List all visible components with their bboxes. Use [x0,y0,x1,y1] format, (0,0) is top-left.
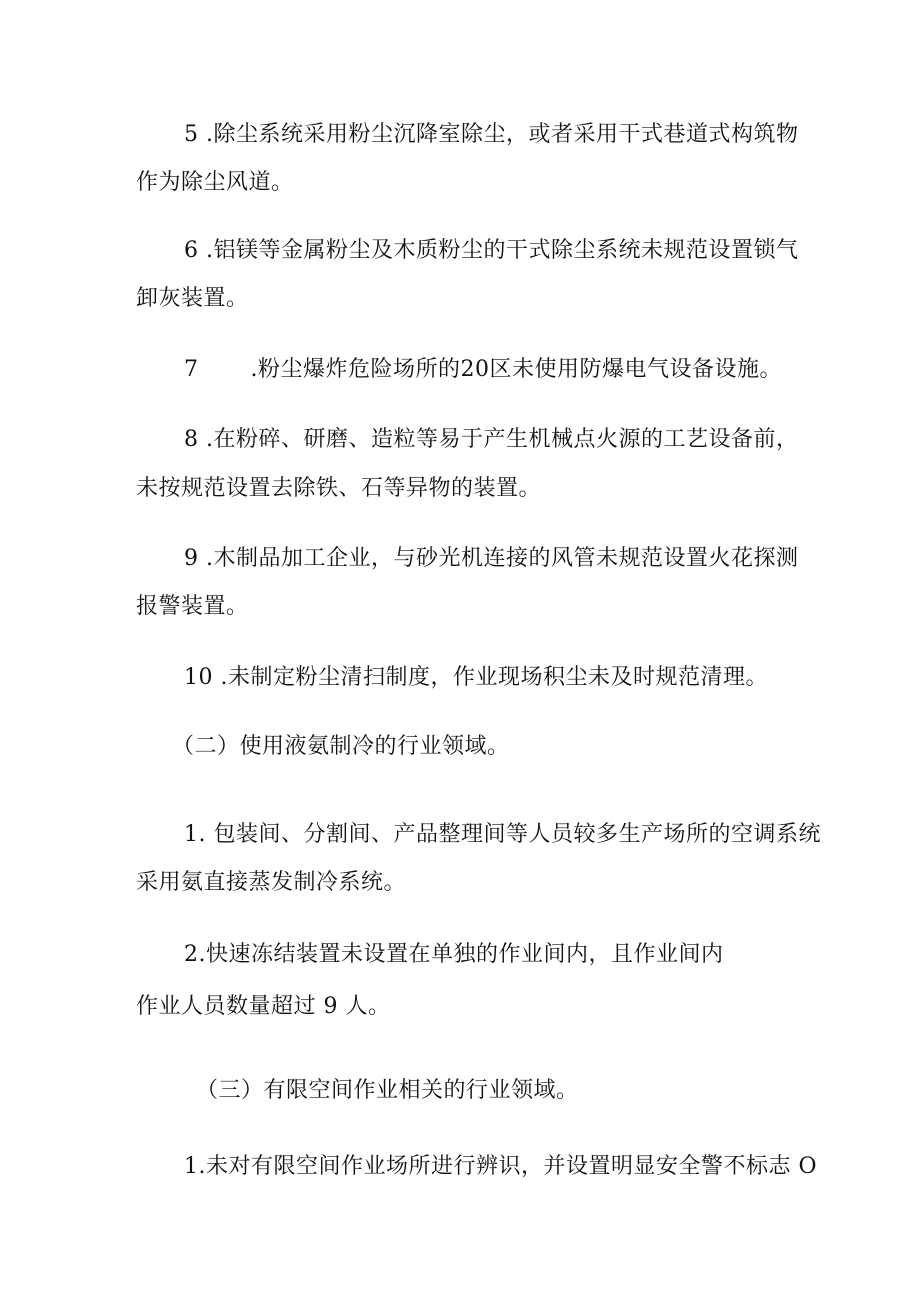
item-5-line-2: 作为除尘风道。 [136,170,294,195]
section-2-item-1-line-1: 1. 包装间、分割间、产品整理间等人员较多生产场所的空调系统 [184,822,821,847]
item-5-line-1 [184,120,799,150]
section-3-heading: （三）有限空间作业相关的行业领域。 [196,1078,579,1103]
section-2-item-1-line-2: 采用氨直接蒸发制冷系统。 [136,870,407,895]
item-6-number: 6 [184,238,199,263]
item-5-text: .除尘系统采用粉尘沉降室除尘，或者采用干式巷道式构筑物 [198,122,799,147]
item-7-line-1 [184,355,782,385]
item-9-number: 9 [184,546,199,571]
item-7-text: .粉尘爆炸危险场所的20区未使用防爆电气设备设施。 [250,357,782,382]
item-9-line-2: 报警装置。 [136,594,249,619]
item-8-line-1 [184,425,799,455]
item-9-line-1 [184,544,799,574]
item-7-number: 7 [184,357,199,382]
item-10-text: .未制定粉尘清扫制度，作业现场积尘未及时规范清理。 [213,665,768,690]
item-5-number: 5 [184,122,199,147]
item-6-line-2: 卸灰装置。 [136,286,249,311]
section-2-heading: （二）使用液氨制冷的行业领域。 [172,734,510,759]
item-6-line-1 [184,236,799,266]
item-8-number: 8 [184,427,199,452]
item-6-text: .铝镁等金属粉尘及木质粉尘的干式除尘系统未规范设置锁气 [198,238,799,263]
item-8-line-2: 未按规范设置去除铁、石等异物的装置。 [136,476,542,501]
item-10-number: 10 [184,665,213,690]
section-2-item-2-line-2: 作业人员数量超过 9 人。 [136,994,391,1019]
item-10-line-1 [184,663,768,693]
item-9-text: .木制品加工企业，与砂光机连接的风管未规范设置火花探测 [198,546,799,571]
item-8-text: .在粉碎、研磨、造粒等易于产生机械点火源的工艺设备前， [198,427,799,452]
section-2-item-2-line-1: 2.快速冻结装置未设置在单独的作业间内，且作业间内 [184,942,724,967]
section-3-item-1-line-1: 1.未对有限空间作业场所进行辨识，并设置明显安全警不标志 O [184,1154,818,1179]
